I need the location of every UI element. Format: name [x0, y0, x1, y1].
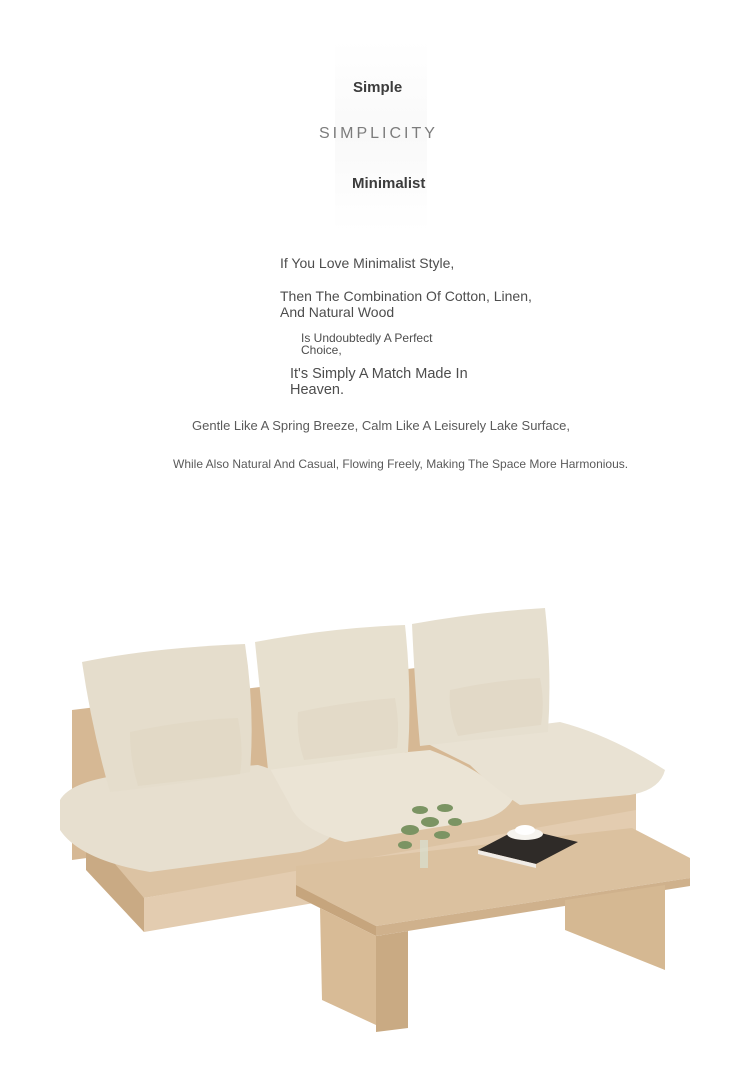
copy-line-5: Gentle Like A Spring Breeze, Calm Like A Leisurely Lake Surface, — [192, 418, 570, 433]
copy-line-2: Then The Combination Of Cotton, Linen, And Natural Wood — [280, 288, 532, 320]
heading-minimalist: Minimalist — [352, 175, 426, 192]
sofa-product-image — [0, 560, 750, 1060]
heading-simplicity: SIMPLICITY — [319, 125, 438, 142]
copy-line-4: It's Simply A Match Made In Heaven. — [290, 366, 468, 398]
table-leg-right — [565, 885, 665, 970]
heading-simple: Simple — [353, 79, 403, 96]
cup — [515, 825, 535, 835]
vase — [420, 840, 428, 868]
copy-line-6: While Also Natural And Casual, Flowing Freely, Making The Space More Harmonious. — [173, 457, 629, 471]
copy-line-1: If You Love Minimalist Style, — [280, 255, 455, 271]
copy-line-3: Is Undoubtedly A Perfect Choice, — [301, 331, 433, 357]
table-leg-left-front — [376, 931, 408, 1032]
